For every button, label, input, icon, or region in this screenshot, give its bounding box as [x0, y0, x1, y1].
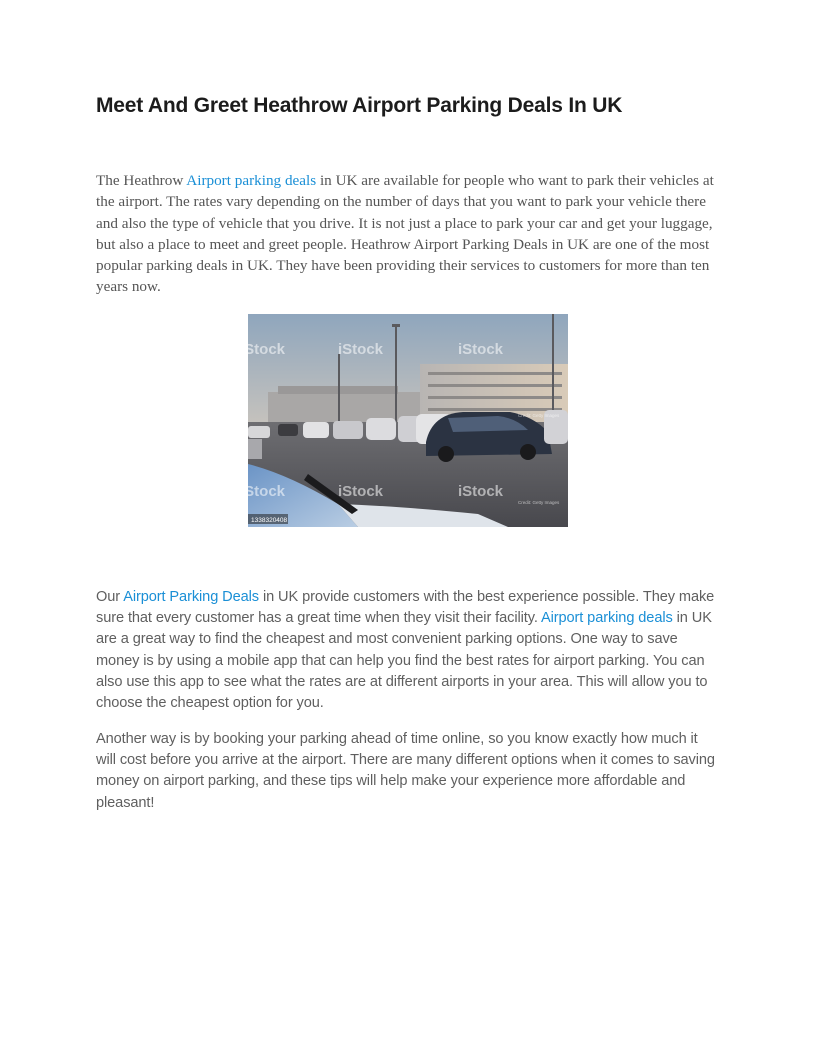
para2-text-1: Our — [96, 589, 124, 605]
watermark-1: iStock — [240, 341, 286, 358]
watermark-4: iStock — [240, 483, 286, 500]
watermark-credit-2: Credit: Getty Images — [518, 500, 560, 505]
para2-text-2: in UK provide customers with the best experience possible. They make sure that every customer has a great time when they visit their facility. — [96, 589, 715, 627]
page-title: Meet And Greet Heathrow Airport Parking Deals In UK — [96, 94, 623, 117]
watermark-credit-1: Credit: Getty Images — [518, 413, 560, 418]
para2-text-3: in UK are a great way to find the cheapest and most convenient parking options. One way to save money is by using a mobile app that can help you find the best rates for airport parking. You can also use this app to see what the rates are at different airports in your area. This will allow you to choose the cheapest option for you. — [96, 610, 712, 712]
airport-parking-deals-link-2[interactable]: Airport Parking Deals — [123, 589, 259, 605]
body-paragraph-2: Another way is by booking your parking ahead of time online, so you know exactly how much it will cost before you arrive at the airport. There are many different options when it comes to saving money on airport parking, and these tips will help make your experience more affordable and pleasant! — [96, 731, 715, 811]
watermark-5: iStock — [338, 483, 384, 500]
stock-id: 1338320408 — [251, 517, 288, 524]
watermark-2: iStock — [338, 341, 384, 358]
intro-paragraph — [96, 170, 718, 298]
intro-text-after: in UK are available for people who want to park their vehicles at the airport. The rates vary depending on the number of days that you want to park your vehicle there and also the type of vehicle that you drive. It is not just a place to park your car and get your luggage, but also a place to meet and greet people. Heathrow Airport Parking Deals in UK are one of the most popular parking deals in UK. They have been providing their services to customers for more than ten years now. — [96, 172, 714, 296]
airport-parking-deals-link-3[interactable]: Airport parking deals — [540, 610, 673, 627]
watermark-3: iStock — [458, 341, 504, 358]
airport-parking-deals-link[interactable]: Airport parking deals — [186, 172, 317, 189]
body-paragraph-1 — [96, 587, 720, 714]
intro-text-before: The Heathrow — [96, 172, 187, 189]
parking-lot-photo — [240, 314, 568, 527]
watermark-6: iStock — [458, 483, 504, 500]
